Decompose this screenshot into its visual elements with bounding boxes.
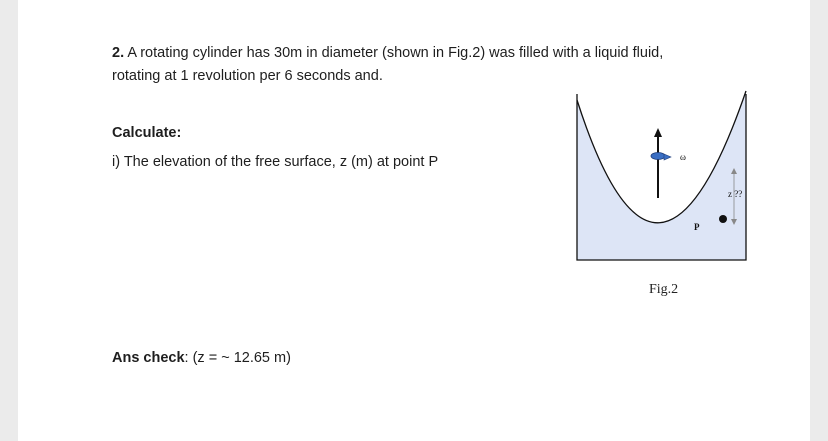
z-label: z ?? xyxy=(728,189,743,199)
document-page xyxy=(18,0,810,441)
question-number: 2. xyxy=(112,45,125,61)
point-p-label: P xyxy=(694,222,700,232)
question-text-1: A rotating cylinder has 30m in diameter (shown in Fig.2) was filled with a liquid fluid, xyxy=(124,45,664,61)
answer-label: Ans check xyxy=(112,350,185,366)
calculate-heading: Calculate: xyxy=(112,125,182,141)
rotation-arrow-icon xyxy=(651,153,665,160)
omega-label: ω xyxy=(680,152,686,162)
rotating-cylinder-figure xyxy=(574,88,774,268)
part-i-text: i) The elevation of the free surface, z (m) at point P xyxy=(112,154,439,170)
point-p-marker xyxy=(719,215,727,223)
question-line-1 xyxy=(112,44,663,62)
figure-caption: Fig.2 xyxy=(649,282,679,297)
answer-check xyxy=(112,350,291,366)
answer-value: : (z = ~ 12.65 m) xyxy=(184,350,291,366)
axis-arrowhead xyxy=(654,128,662,137)
question-line-2: rotating at 1 revolution per 6 seconds and. xyxy=(112,68,383,84)
fluid-region xyxy=(577,91,746,260)
